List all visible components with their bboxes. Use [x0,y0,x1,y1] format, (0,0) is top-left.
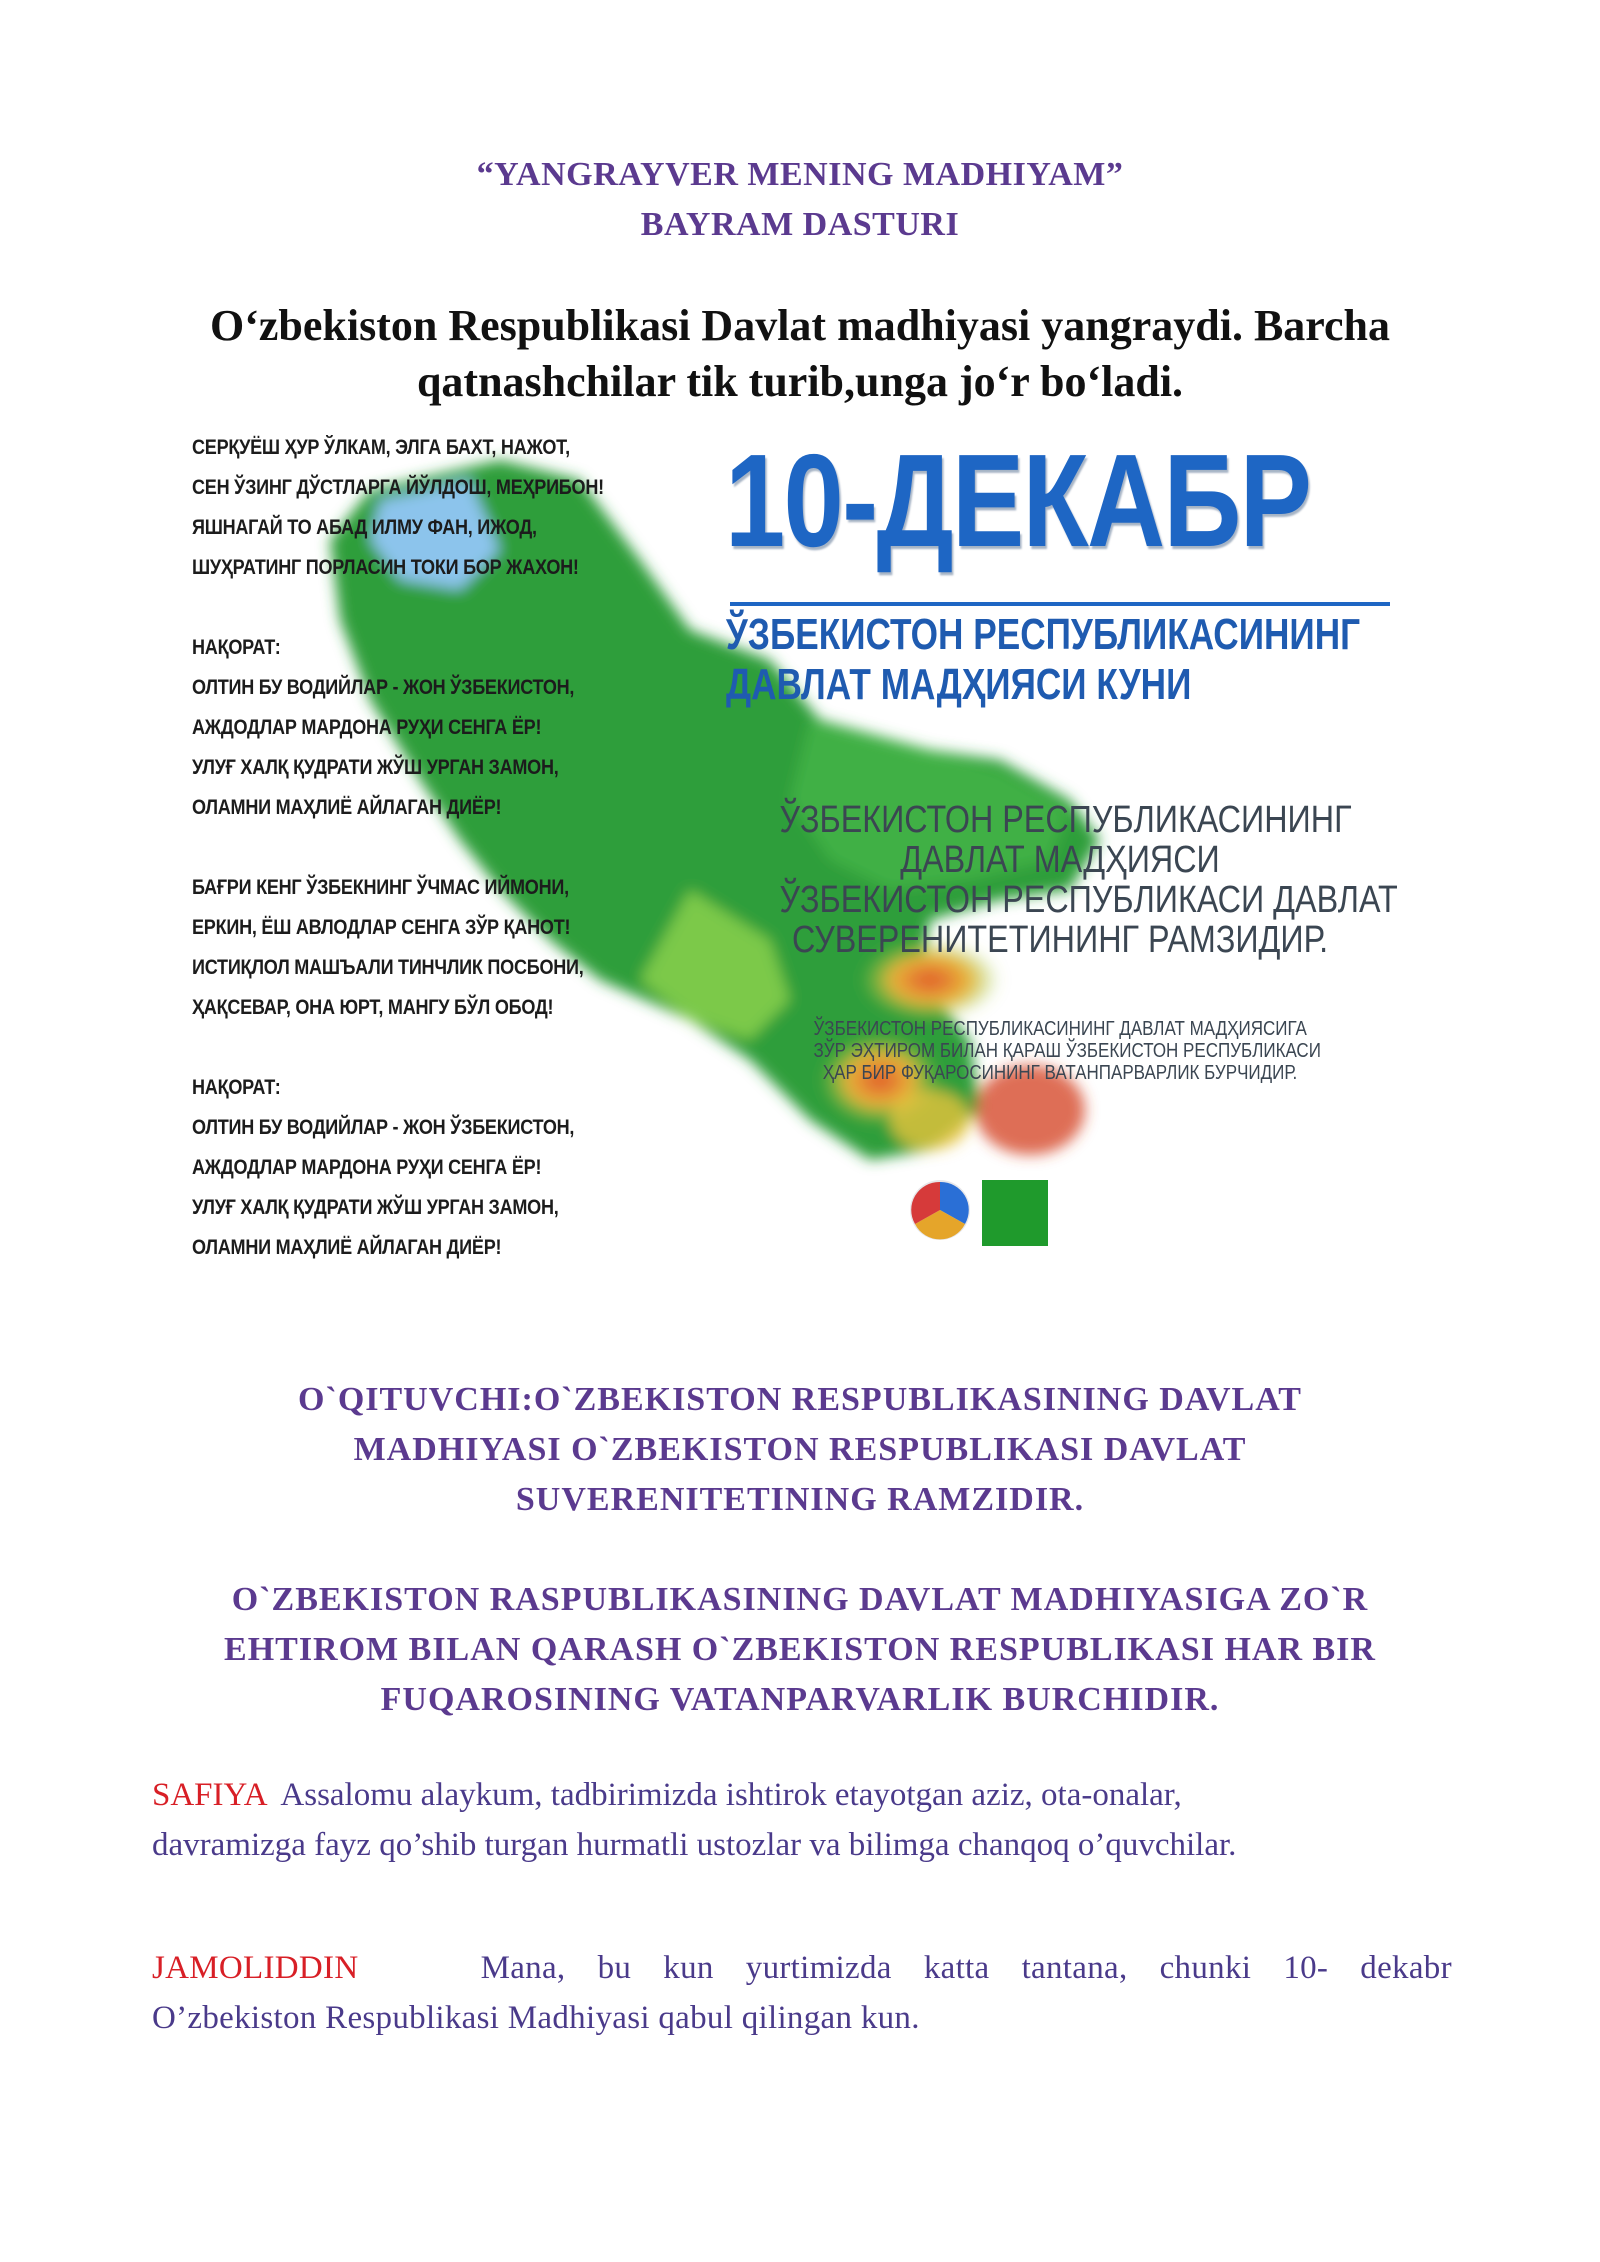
speech-line: davramizga fayz qo’shib turgan hurmatli ustozlar va bilimga chanqoq o’quvchilar. [152,1827,1237,1863]
anthem-line: ЕРКИН, ЁШ АВЛОДЛАР СЕНГА ЗЎР ҚАНОТ! [192,916,571,939]
anthem-stanza [192,428,605,588]
speech-word: katta [923,1950,990,1986]
anthem-chorus [192,1068,605,1268]
anthem-line: ОЛТИН БУ ВОДИЙЛАР - ЖОН ЎЗБЕКИСТОН, [192,676,575,699]
speech-line: O’zbekiston Respublikasi Madhiyasi qabul qilingan kun. [152,2000,920,2036]
poster-subtitle-line1: ЎЗБЕКИСТОН РЕСПУБЛИКАСИНИНГ [726,610,1361,659]
poster-divider [730,602,1390,606]
speech-line [152,1943,1452,1993]
anthem-line: БАҒРИ КЕНГ ЎЗБЕКНИНГ ЎЧМАС ИЙМОНИ, [192,876,569,899]
anthem-stanza [192,868,605,1028]
teacher-line: SUVERENITETINING RAMZIDIR. [515,1481,1085,1518]
poster-statement-line: ДАВЛАТ МАДҲИЯСИ [900,839,1220,881]
poster-date-title: 10-ДЕКАБР [725,427,1311,574]
anthem-line: УЛУҒ ХАЛҚ ҚУДРАТИ ЖЎШ УРГАН ЗАМОН, [192,756,559,779]
anthem-chorus [192,628,605,828]
speech-safiya [152,1770,1452,1870]
anthem-line: ЯШНАГАЙ ТО АБАД ИЛМУ ФАН, ИЖОД, [192,516,537,539]
speech-word: yurtimizda [745,1950,892,1986]
poster-small-line: ЎЗБЕКИСТОН РЕСПУБЛИКАСИНИНГ ДАВЛАТ МАДҲИЯСИГА [813,1018,1307,1040]
speech-word: Mana, [480,1950,566,1986]
poster-small-text [813,1018,1321,1084]
speech-word: dekabr [1360,1950,1452,1986]
anthem-line: ШУҲРАТИНГ ПОРЛАСИН ТОКИ БОР ЖАХОН! [192,556,579,579]
speech-line [152,1770,1452,1820]
speaker-name: JAMOLIDDIN [152,1950,359,1986]
anthem-line: СЕРҚУЁШ ҲУР ЎЛКАМ, ЭЛГА БАХТ, НАЖОТ, [192,436,570,459]
poster-small-line: ЗЎР ЭҲТИРОМ БИЛАН ҚАРАШ ЎЗБЕКИСТОН РЕСПУБЛИКАСИ [813,1040,1321,1062]
anthem-instruction-line1: O‘zbekiston Respublikasi Davlat madhiyasi yangraydi. Barcha [209,301,1391,350]
speech-word: 10- [1283,1950,1329,1986]
teacher-line: EHTIROM BILAN QARASH O`ZBEKISTON RESPUBLIKASI HAR BIR [224,1631,1376,1668]
poster-small-line: ҲАР БИР ФУҚАРОСИНИНГ ВАТАНПАРВАРЛИК БУРЧИДИР. [822,1062,1298,1084]
program-title [0,150,1600,250]
anthem-line: НАҚОРАТ: [192,1076,281,1099]
anthem-text [192,428,605,1308]
anthem-instruction-line2: qatnashchilar tik turib,unga jo‘r bo‘ladi. [416,357,1184,406]
anthem-line: УЛУҒ ХАЛҚ ҚУДРАТИ ЖЎШ УРГАН ЗАМОН, [192,1196,559,1219]
teacher-line: O`QITUVCHI:O`ZBEKISTON RESPUBLIKASINING DAVLAT [298,1381,1302,1418]
teacher-paragraph-1 [120,1375,1480,1525]
anthem-line: ОЛАМНИ МАҲЛИЁ АЙЛАГАН ДИЁР! [192,1236,502,1259]
program-title-line1: “YANGRAYVER MENING MADHIYAM” [476,156,1124,193]
anthem-line: АЖДОДЛАР МАРДОНА РУҲИ СЕНГА ЁР! [192,1156,542,1179]
speech-word: bu [597,1950,632,1986]
teacher-paragraph-2 [120,1575,1480,1725]
speaker-name: SAFIYA [152,1777,266,1813]
poster-statement [779,799,1398,961]
poster-subtitle [726,610,1360,710]
speech-word: chunki [1159,1950,1252,1986]
cube-logo-icon [910,1180,970,1240]
speech-jamoliddin [152,1943,1452,2043]
program-title-line2: BAYRAM DASTURI [640,206,960,243]
anthem-line: ОЛАМНИ МАҲЛИЁ АЙЛАГАН ДИЁР! [192,796,502,819]
anthem-line: АЖДОДЛАР МАРДОНА РУҲИ СЕНГА ЁР! [192,716,542,739]
teacher-line: O`ZBEKISTON RASPUBLIKASINING DAVLAT MADHIYASIGA ZO`R [231,1581,1369,1618]
anthem-day-poster [170,420,1430,1270]
speech-text: Assalomu alaykum, tadbirimizda ishtirok etayotgan aziz, ota-onalar, [265,1777,1182,1813]
teacher-section [120,1375,1480,1775]
poster-statement-line: СУВЕРЕНИТЕТИНИНГ РАМЗИДИР. [791,919,1329,961]
teacher-line: FUQAROSINING VATANPARVARLIK BURCHIDIR. [380,1681,1220,1718]
poster-statement-line: ЎЗБЕКИСТОН РЕСПУБЛИКАСИ ДАВЛАТ [779,879,1398,921]
anthem-line: СЕН ЎЗИНГ ДЎСТЛАРГА ЙЎЛДОШ, МЕҲРИБОН! [192,476,604,499]
anthem-line: ИСТИҚЛОЛ МАШЪАЛИ ТИНЧЛИК ПОСБОНИ, [192,956,584,979]
poster-statement-line: ЎЗБЕКИСТОН РЕСПУБЛИКАСИНИНГ [779,799,1352,841]
poster-subtitle-line2: ДАВЛАТ МАДҲИЯСИ КУНИ [726,660,1192,709]
green-flag-block [982,1180,1048,1246]
speech-word: kun [663,1950,714,1986]
anthem-line: ОЛТИН БУ ВОДИЙЛАР - ЖОН ЎЗБЕКИСТОН, [192,1116,575,1139]
teacher-line: MADHIYASI O`ZBEKISTON RESPUBLIKASI DAVLAT [353,1431,1247,1468]
anthem-line: ҲАҚСЕВАР, ОНА ЮРТ, МАНГУ БЎЛ ОБОД! [192,996,554,1019]
anthem-instruction [140,298,1460,410]
anthem-line: НАҚОРАТ: [192,636,281,659]
speech-word: tantana, [1021,1950,1128,1986]
